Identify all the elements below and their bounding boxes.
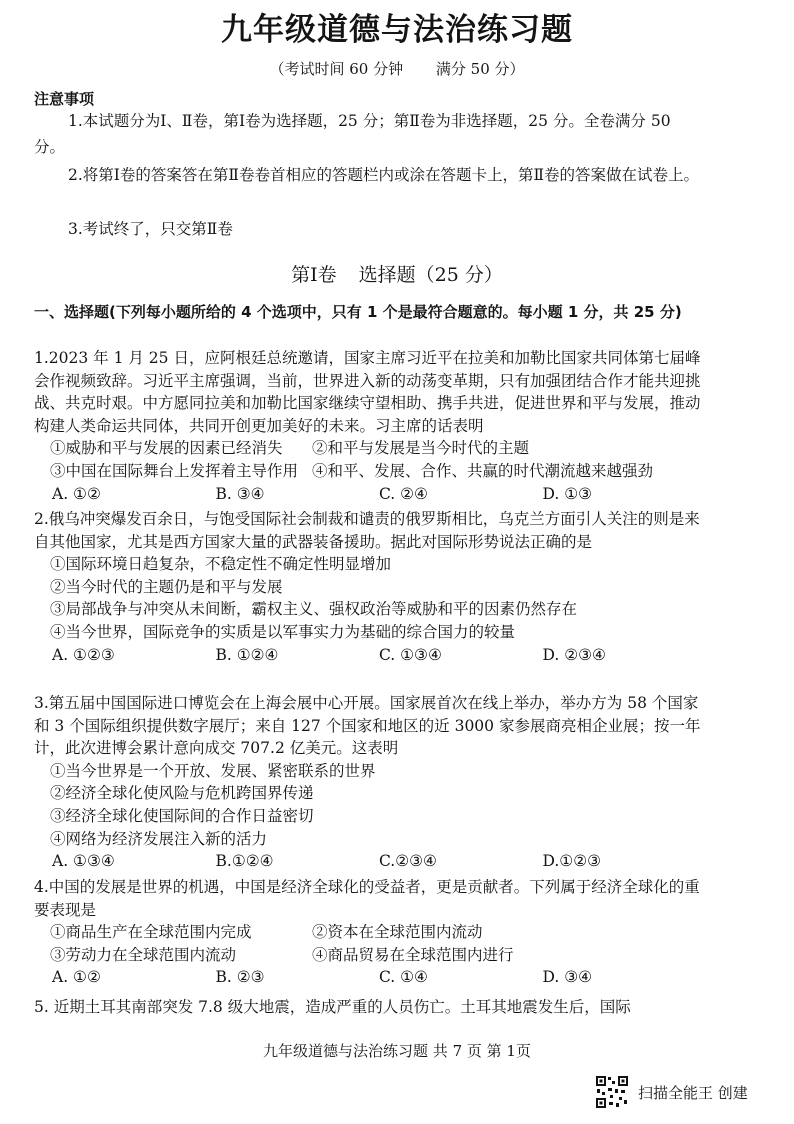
note-item: 3.考试终了，只交第Ⅱ卷 (68, 220, 233, 238)
choice-a[interactable]: A. ①② (52, 968, 101, 987)
statement: ④当今世界，国际竞争的实质是以军事实力为基础的综合国力的较量 (50, 622, 516, 641)
page-title: 九年级道德与法治练习题 (221, 12, 573, 48)
statement: ③局部战争与冲突从未间断，霸权主义、强权政治等威胁和平的因素仍然存在 (50, 600, 578, 619)
statement: ②和平与发展是当今时代的主题 (312, 439, 530, 458)
question-stem: 5. 近期土耳其南部突发 7.8 级大地震，造成严重的人员伤亡。土耳其地震发生后，国际 (34, 998, 631, 1016)
answer-choices (34, 850, 706, 873)
statement: ④商品贸易在全球范围内进行 (312, 945, 514, 964)
statement-row (34, 921, 706, 944)
choice-b[interactable]: B.①②④ (215, 852, 274, 871)
choice-c[interactable]: C. ②④ (379, 484, 428, 503)
question-stem: 2.俄乌冲突爆发百余日，与饱受国际社会制裁和谴责的俄罗斯相比，乌克兰方面引人关注的则是来自其他国家，尤其是西方国家大量的武器装备援助。据此对国际形势说法正确的是 (34, 510, 700, 551)
notes-heading: 注意事项 (34, 90, 95, 108)
statement: ①威胁和平与发展的因素已经消失 (50, 439, 283, 458)
answer-choices (34, 644, 706, 667)
choice-a[interactable]: A. ①② (52, 484, 101, 503)
choice-d[interactable]: D.①②③ (542, 852, 601, 871)
statement: ④和平、发展、合作、共赢的时代潮流越来越强劲 (312, 461, 654, 480)
statement-row (34, 944, 706, 967)
statement-row (34, 437, 706, 460)
choice-c[interactable]: C.②③④ (379, 852, 437, 871)
note-item: 2.将第Ⅰ卷的答案答在第Ⅱ卷卷首相应的答题栏内或涂在答题卡上，第Ⅱ卷的答案做在试卷上。 (68, 166, 699, 184)
section-name: 选择题（25 分） (358, 264, 503, 286)
section-title (0, 260, 794, 287)
choice-b[interactable]: B. ①②④ (215, 645, 279, 664)
choice-b[interactable]: B. ②③ (215, 968, 265, 987)
statement: ④网络为经济发展注入新的活力 (50, 829, 268, 848)
statement: ①商品生产在全球范围内完成 (50, 923, 252, 942)
question-stem: 4.中国的发展是世界的机遇，中国是经济全球化的受益者，更是贡献者。下列属于经济全球化的重要表现是 (34, 878, 700, 919)
statement: ①当今世界是一个开放、发展、紧密联系的世界 (50, 761, 376, 780)
question-2 (34, 508, 706, 666)
qr-code-icon (595, 1075, 629, 1109)
statement: ②资本在全球范围内流动 (312, 923, 483, 942)
statement: ③劳动力在全球范围内流动 (50, 945, 237, 964)
statement: ③中国在国际舞台上发挥着主导作用 (50, 461, 299, 480)
exam-meta (0, 58, 794, 79)
choice-d[interactable]: D. ①③ (542, 484, 593, 503)
statement-row (34, 460, 706, 483)
page-footer: 九年级道德与法治练习题 共 7 页 第 1页 (263, 1042, 531, 1060)
answer-choices (34, 483, 706, 506)
statement: ①国际环境日趋复杂，不稳定性不确定性明显增加 (50, 555, 392, 574)
exam-time: （考试时间 60 分钟 (269, 60, 404, 78)
statement: ③经济全球化使国际间的合作日益密切 (50, 806, 314, 825)
section-part: 第Ⅰ卷 (291, 264, 337, 286)
choice-c[interactable]: C. ①④ (379, 968, 428, 987)
section-instruction: 一、选择题(下列每小题所给的 4 个选项中，只有 1 个是最符合题意的。每小题 1 分，共 25 分) (34, 303, 682, 321)
question-3 (34, 692, 706, 873)
choice-d[interactable]: D. ③④ (542, 968, 593, 987)
note-item: 1.本试题分为Ⅰ、Ⅱ卷，第Ⅰ卷为选择题，25 分；第Ⅱ卷为非选择题，25 分。全卷满分 50 分。 (34, 112, 671, 156)
choice-b[interactable]: B. ③④ (215, 484, 265, 503)
statement: ②经济全球化使风险与危机跨国界传递 (50, 784, 314, 803)
choice-c[interactable]: C. ①③④ (379, 645, 442, 664)
choice-d[interactable]: D. ②③④ (542, 645, 606, 664)
choice-a[interactable]: A. ①②③ (52, 645, 115, 664)
statement: ②当今时代的主题仍是和平与发展 (50, 577, 283, 596)
answer-choices (34, 966, 706, 989)
question-stem: 1.2023 年 1 月 25 日，应阿根廷总统邀请，国家主席习近平在拉美和加勒比国家共同体第七届峰会作视频致辞。习近平主席强调，当前，世界进入新的动荡变革期，只有加强团结合作才能共迎挑战、共克时艰。中方愿同拉美和加勒比国家继续守望相助、携手共进，促进世界和平与发展，推动构建人类命运共同体，共同开创更加美好的未来。习主席的话表明 (34, 349, 701, 435)
choice-a[interactable]: A. ①③④ (52, 852, 115, 871)
question-4 (34, 876, 706, 989)
exam-score: 满分 50 分） (435, 60, 525, 78)
scanner-watermark: 扫描全能王 创建 (638, 1084, 748, 1102)
question-5 (34, 996, 706, 1019)
question-stem: 3.第五届中国国际进口博览会在上海会展中心开展。国家展首次在线上举办，举办方为 58 个国家和 3 个国际组织提供数字展厅；来自 127 个国家和地区的近 3000 家参展商亮相企业展；按一年计，此次进博会累计意向成交 707.2 亿美元。这表明 (34, 694, 701, 758)
question-1 (34, 347, 706, 505)
